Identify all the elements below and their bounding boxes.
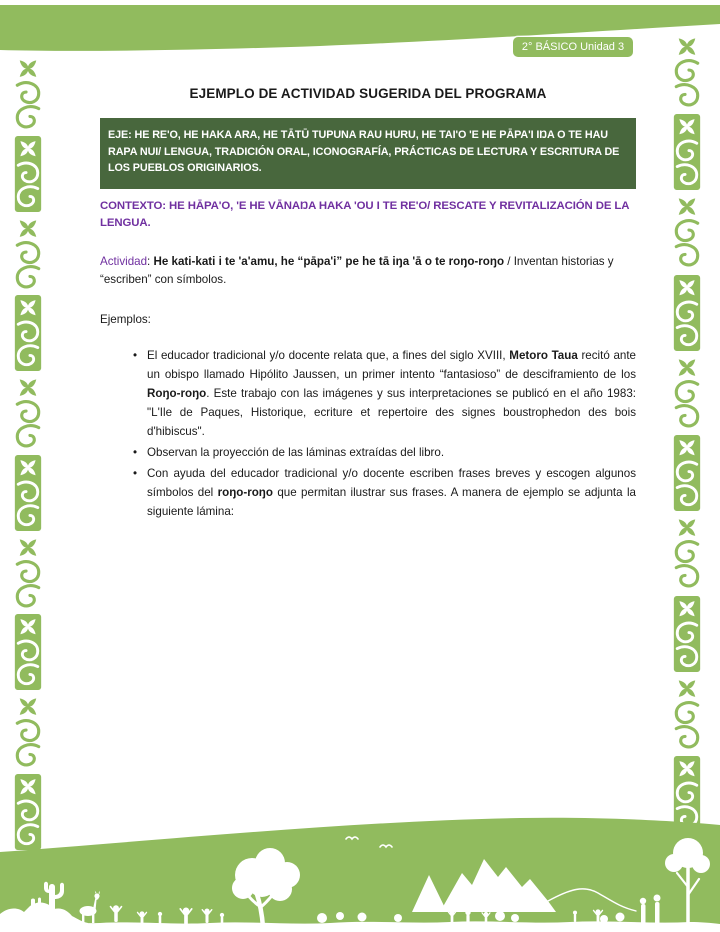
koru-ornament-icon (13, 216, 43, 292)
koru-ornament-icon (13, 56, 43, 132)
koru-ornament-icon (13, 455, 43, 531)
eje-text: EJE: HE RE'O, HE HAKA ARA, HE TĀTŪ TUPUNA RAU HURU, HE TAI'O 'E HE PĀPA'I IŊA O TE HAU RAPA NUI/ LENGUA, TRADICIÓN ORAL, ICONOGRAFÍA, PRÁCTICAS DE LECTURA Y ESCRITURA DE LOS PUEBLOS ORIGINARIOS. (108, 129, 620, 174)
koru-ornament-icon (13, 375, 43, 451)
koru-ornament-icon (672, 114, 702, 190)
ejemplos-list (100, 346, 636, 521)
bottom-landscape (0, 815, 720, 932)
contexto-text: CONTEXTO: HE HĀPA'O, 'E HE VĀNAŊA HAKA 'OU I TE RE'O/ RESCATE Y REVITALIZACIÓN DE LA LENGUA. (100, 199, 629, 229)
ground-strip (0, 921, 720, 932)
koru-ornament-icon (672, 34, 702, 110)
koru-ornament-icon (13, 136, 43, 212)
koru-ornament-icon (672, 275, 702, 351)
actividad-separator: : (147, 254, 154, 268)
koru-ornament-icon (13, 535, 43, 611)
koru-ornament-icon (13, 694, 43, 770)
koru-ornament-icon (13, 614, 43, 690)
actividad-spanish-text: / Inventan historias y “escriben” con símbolos. (100, 254, 614, 286)
left-border-ornament (13, 56, 43, 850)
document-body (100, 86, 636, 523)
list-item: • El educador tradicional y/o docente relata que, a fines del siglo XVIII, Metoro Taua recitó ante un obispo llamado Hipólito Jaussen, un primer intento “fantasioso” de desciframiento de los Roŋo-roŋo. Este trabajo con las imágenes y sus interpretaciones se publicó en el año 1983: "L'Ile de Paques, Historique, ecriture et repertoire des signes boustrophedon des bois d'hibiscus". (133, 346, 636, 441)
unit-badge: 2° BÁSICO Unidad 3 (513, 37, 633, 57)
koru-ornament-icon (672, 676, 702, 752)
actividad-rapanui-text: He kati-kati i te 'a'amu, he “pāpa'i” pe he tā iŋa 'ā o te roŋo-roŋo (153, 254, 508, 268)
koru-ornament-icon (672, 515, 702, 591)
koru-ornament-icon (672, 355, 702, 431)
list-item: • Observan la proyección de las láminas extraídas del libro. (133, 443, 636, 462)
ejemplos-heading: Ejemplos: (100, 312, 151, 326)
koru-ornament-icon (672, 435, 702, 511)
koru-ornament-icon (13, 295, 43, 371)
actividad-label: Actividad (100, 254, 148, 268)
list-item: • Con ayuda del educador tradicional y/o docente escriben frases breves y escogen algunos símbolos del roŋo-roŋo que permitan ilustrar sus frases. A manera de ejemplo se adjunta la siguiente lámina: (133, 464, 636, 521)
koru-ornament-icon (672, 596, 702, 672)
actividad-line (100, 253, 636, 289)
koru-ornament-icon (672, 194, 702, 270)
right-border-ornament (672, 34, 702, 832)
page-title: EJEMPLO DE ACTIVIDAD SUGERIDA DEL PROGRAMA (189, 86, 547, 101)
eje-box (100, 118, 636, 189)
